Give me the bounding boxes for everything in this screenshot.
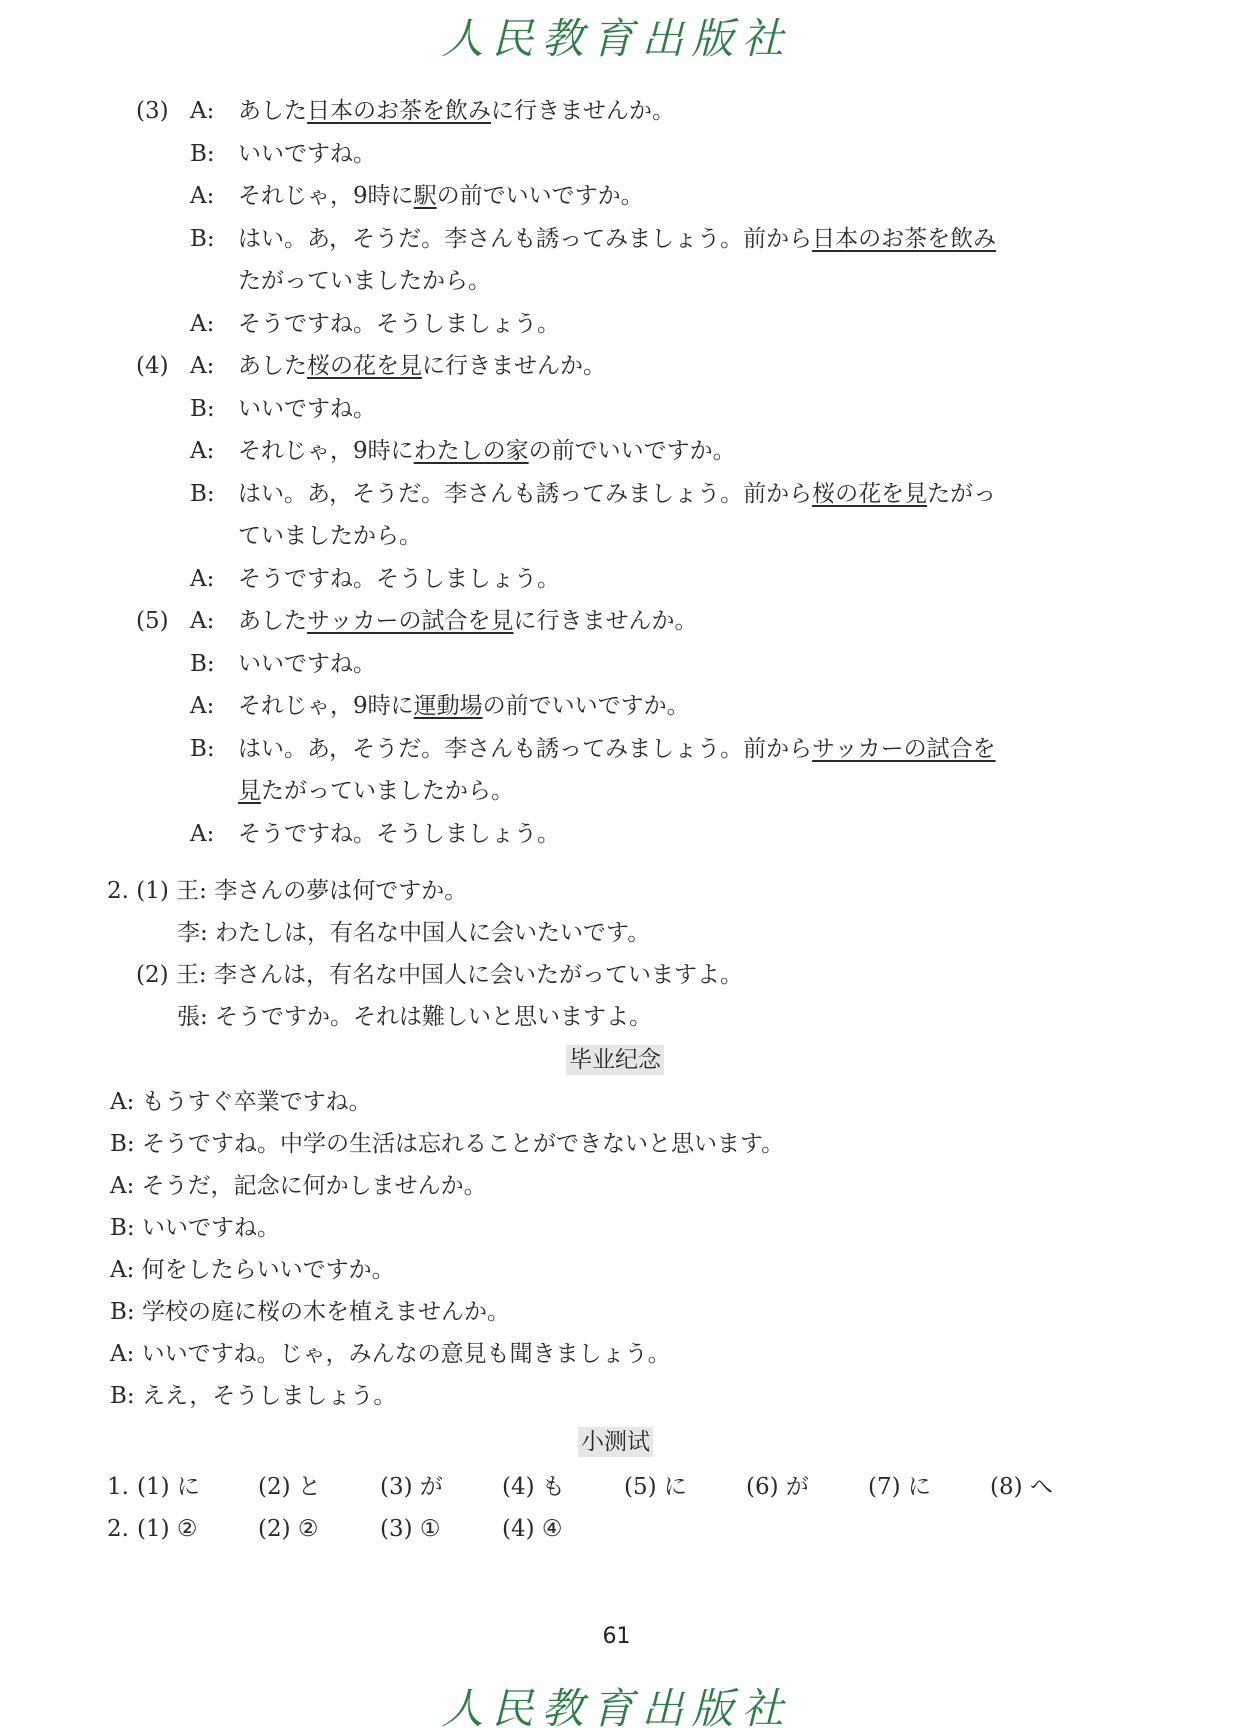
underlined-phrase: サッカーの試合を見 xyxy=(307,608,514,634)
speaker-label: A: xyxy=(190,183,215,209)
dialogue-line xyxy=(136,309,560,339)
dialogue-text: に行きませんか。 xyxy=(491,98,675,124)
graduation-line: B: いいですね。 xyxy=(110,1215,280,1241)
graduation-heading: 毕业纪念 xyxy=(566,1045,664,1075)
dialogue-text: あした xyxy=(238,608,307,634)
dialogue-text: そうですね。そうしましょう。 xyxy=(238,565,560,592)
dialogue-line xyxy=(136,776,514,806)
dialogue-text: はい。あ，そうだ。李さんも誘ってみましょう。前から xyxy=(238,735,813,762)
section2-line-1: 2. (1) 王: 李さんの夢は何ですか。 xyxy=(107,878,468,904)
quiz-answer: (8) へ xyxy=(990,1474,1053,1500)
dialogue-line xyxy=(136,564,560,594)
underlined-phrase: 桜の花を見 xyxy=(307,353,422,379)
underlined-phrase: サッカーの試合を xyxy=(812,735,996,762)
speaker-label: B: xyxy=(190,735,215,762)
dialogue-text: ていましたから。 xyxy=(238,523,422,549)
underlined-phrase: 日本のお茶を飲み xyxy=(307,98,491,124)
dialogue-text: たがっていましたから。 xyxy=(238,268,491,294)
underlined-phrase: 駅 xyxy=(413,183,437,209)
speaker-label: B: xyxy=(190,650,215,677)
speaker-label: A: xyxy=(190,438,215,464)
dialogue-line xyxy=(136,351,606,381)
dialogue-text: それじゃ，9時に xyxy=(238,183,414,209)
dialogue-line xyxy=(136,819,560,849)
speaker-label: A: xyxy=(190,310,215,337)
page-number: 61 xyxy=(602,1624,631,1649)
dialogue-text: いいですね。 xyxy=(238,395,376,422)
dialogue-text: の前でいいですか。 xyxy=(528,438,736,464)
speaker-label: B: xyxy=(190,225,215,252)
quiz-answer: (6) が xyxy=(746,1474,809,1500)
dialogue-text: に行きませんか。 xyxy=(513,608,698,634)
underlined-phrase: 見 xyxy=(238,778,261,804)
quiz-row1-label: 1. xyxy=(107,1474,129,1500)
dialogue-text: はい。あ，そうだ。李さんも誘ってみましょう。前から xyxy=(238,225,813,252)
item-number: (4) xyxy=(136,353,169,379)
dialogue-line xyxy=(136,436,736,466)
speaker-label: A: xyxy=(190,565,215,592)
graduation-line: B: ええ，そうしましょう。 xyxy=(110,1383,397,1409)
dialogue-line xyxy=(136,606,698,636)
section2-line-3: (2) 王: 李さんは，有名な中国人に会いたがっていますよ。 xyxy=(136,962,743,988)
speaker-label: A: xyxy=(190,353,215,379)
section2-line-2: 李: わたしは，有名な中国人に会いたいです。 xyxy=(177,920,651,946)
quiz-answer: (7) に xyxy=(868,1474,931,1500)
dialogue-line xyxy=(136,691,690,721)
dialogue-line xyxy=(136,649,376,679)
dialogue-text: の前でいいですか。 xyxy=(482,693,690,719)
speaker-label: A: xyxy=(190,820,215,847)
dialogue-text: の前でいいですか。 xyxy=(436,183,644,209)
graduation-line: B: そうですね。中学の生活は忘れることができないと思います。 xyxy=(110,1131,785,1157)
graduation-line: A: そうだ，記念に何かしませんか。 xyxy=(110,1173,487,1199)
dialogue-text: いいですね。 xyxy=(238,140,376,167)
publisher-logo-bottom: 人民教育出版社 xyxy=(441,1684,792,1733)
dialogue-text: そうですね。そうしましょう。 xyxy=(238,310,560,337)
dialogue-text: そうですね。そうしましょう。 xyxy=(238,820,560,847)
dialogue-line xyxy=(136,734,996,764)
graduation-line: A: もうすぐ卒業ですね。 xyxy=(110,1089,372,1115)
dialogue-text: あした xyxy=(238,353,307,379)
dialogue-text: それじゃ，9時に xyxy=(238,693,414,719)
speaker-label: B: xyxy=(190,395,215,422)
quiz-row2-label: 2. xyxy=(107,1516,129,1542)
dialogue-text: に行きませんか。 xyxy=(422,353,606,379)
quiz-answer: (4) ④ xyxy=(502,1516,563,1542)
speaker-label: B: xyxy=(190,480,215,507)
underlined-phrase: 日本のお茶を飲み xyxy=(812,225,997,252)
graduation-line: B: 学校の庭に桜の木を植えませんか。 xyxy=(110,1299,510,1325)
graduation-line: A: 何をしたらいいですか。 xyxy=(110,1257,395,1283)
item-number: (3) xyxy=(136,98,169,124)
quiz-answer: (1) ② xyxy=(137,1516,198,1542)
speaker-label: A: xyxy=(190,98,215,124)
dialogue-line xyxy=(136,139,376,169)
quiz-heading: 小测试 xyxy=(578,1427,653,1457)
underlined-phrase: 桜の花を見 xyxy=(812,480,928,507)
underlined-phrase: わたしの家 xyxy=(413,438,529,464)
quiz-answer: (3) ① xyxy=(380,1516,441,1542)
dialogue-text: それじゃ，9時に xyxy=(238,438,414,464)
quiz-answer: (2) ② xyxy=(258,1516,319,1542)
speaker-label: A: xyxy=(190,608,215,634)
publisher-logo-top: 人民教育出版社 xyxy=(441,14,792,63)
dialogue-line xyxy=(136,96,675,126)
quiz-answer: (2) と xyxy=(258,1474,321,1500)
dialogue-text: はい。あ，そうだ。李さんも誘ってみましょう。前から xyxy=(238,480,813,507)
dialogue-line xyxy=(136,181,644,211)
dialogue-line xyxy=(136,394,376,424)
quiz-answer: (5) に xyxy=(624,1474,687,1500)
quiz-answer: (4) も xyxy=(502,1474,565,1500)
dialogue-text: たがっ xyxy=(927,480,997,507)
dialogue-line xyxy=(136,479,996,509)
speaker-label: A: xyxy=(190,693,215,719)
dialogue-line xyxy=(136,224,996,254)
dialogue-text: あした xyxy=(238,98,307,124)
graduation-line: A: いいですね。じゃ，みんなの意見も聞きましょう。 xyxy=(110,1341,671,1367)
item-number: (5) xyxy=(136,608,169,634)
speaker-label: B: xyxy=(190,140,215,167)
dialogue-text: いいですね。 xyxy=(238,650,376,677)
quiz-answer: (3) が xyxy=(380,1474,443,1500)
underlined-phrase: 運動場 xyxy=(413,693,483,719)
dialogue-line xyxy=(136,521,422,551)
section2-line-4: 張: そうですか。それは難しいと思いますよ。 xyxy=(177,1004,653,1030)
dialogue-text: たがっていましたから。 xyxy=(261,778,514,804)
quiz-answer: (1) に xyxy=(137,1474,200,1500)
dialogue-line xyxy=(136,266,491,296)
